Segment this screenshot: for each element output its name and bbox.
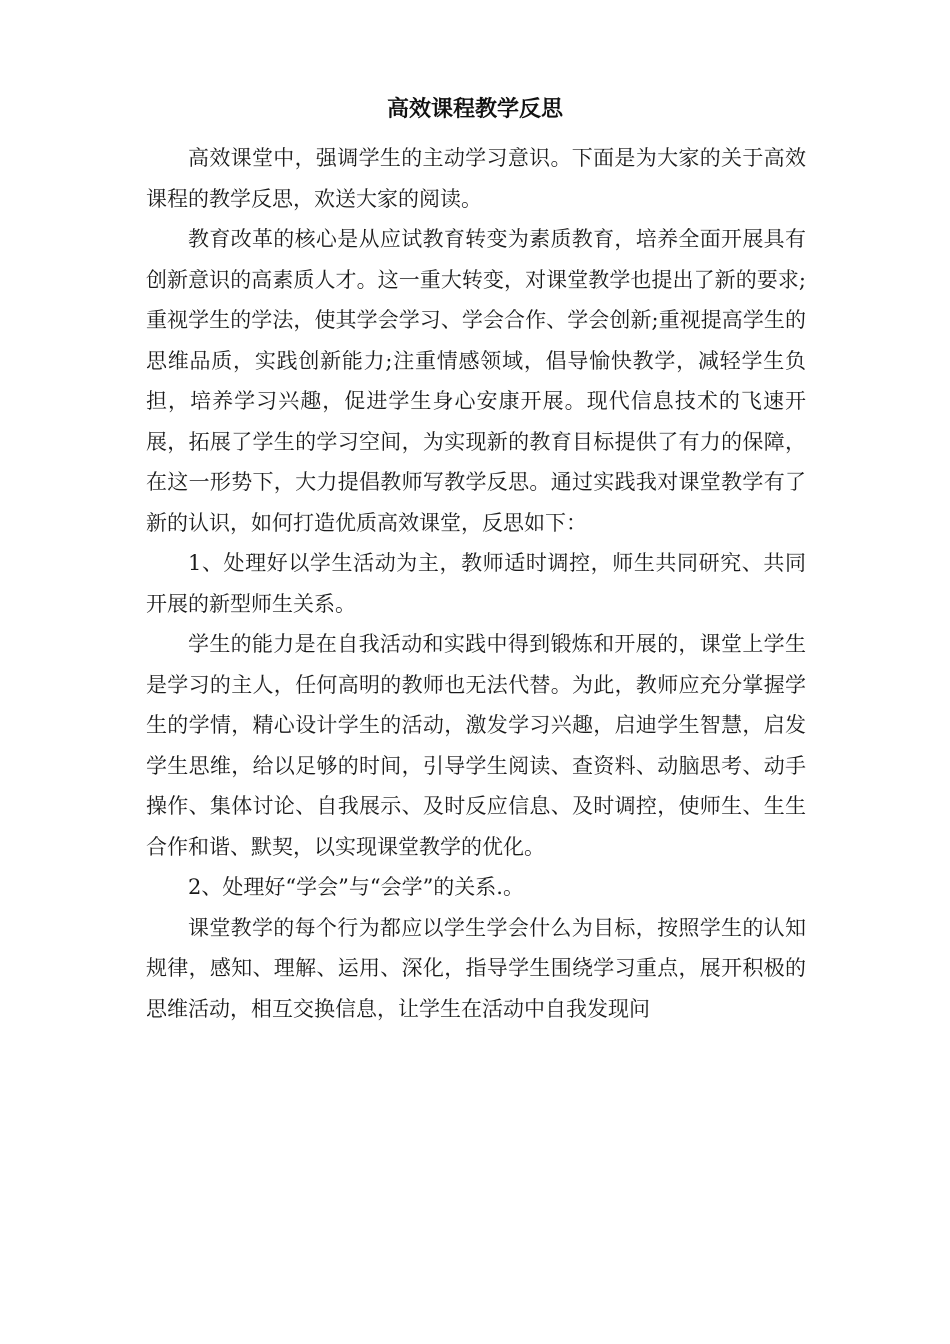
- paragraph-point-1-body: 学生的能力是在自我活动和实践中得到锻炼和开展的，课堂上学生是学习的主人，任何高明的教师也无法代替。为此，教师应充分掌握学生的学情，精心设计学生的活动，激发学习兴趣，启迪学生智慧，启发学生思维，给以足够的时间，引导学生阅读、查资料、动脑思考、动手操作、集体讨论、自我展示、及时反应信息、及时调控，使师生、生生合作和谐、默契，以实现课堂教学的优化。: [146, 632, 806, 859]
- paragraph-point-2-heading: 2、处理好“学会”与“会学”的关系.。: [188, 875, 524, 899]
- paragraph-reform: 教育改革的核心是从应试教育转变为素质教育，培养全面开展具有创新意识的高素质人才。这一重大转变，对课堂教学也提出了新的要求;重视学生的学法，使其学会学习、学会合作、学会创新;重视提高学生的思维品质，实践创新能力;注重情感领域，倡导愉快教学，减轻学生负担，培养学习兴趣，促进学生身心安康开展。现代信息技术的飞速开展，拓展了学生的学习空间，为实现新的教育目标提供了有力的保障，在这一形势下，大力提倡教师写教学反思。通过实践我对课堂教学有了新的认识，如何打造优质高效课堂，反思如下：: [146, 227, 806, 535]
- paragraph-point-1-heading: 1、处理好以学生活动为主，教师适时调控，师生共同研究、共同开展的新型师生关系。: [146, 551, 806, 616]
- document-body: [146, 138, 806, 1029]
- document-title: 高效课程教学反思: [386, 96, 563, 122]
- paragraph-point-2-body: 课堂教学的每个行为都应以学生学会什么为目标，按照学生的认知规律，感知、理解、运用、深化，指导学生围绕学习重点，展开积极的思维活动，相互交换信息，让学生在活动中自我发现问: [146, 915, 806, 1021]
- paragraph-intro: 高效课堂中，强调学生的主动学习意识。下面是为大家的关于高效课程的教学反思，欢送大家的阅读。: [146, 146, 806, 211]
